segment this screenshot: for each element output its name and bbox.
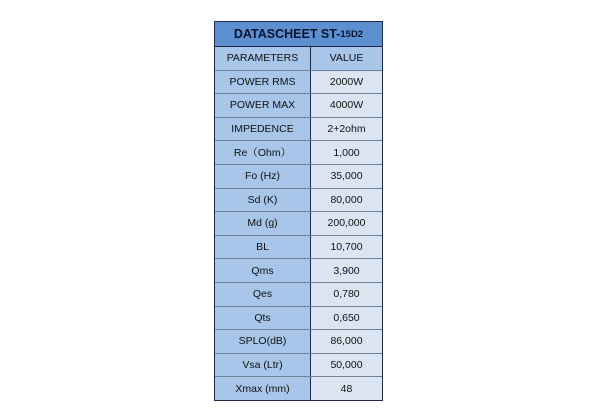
param-cell: BL: [215, 235, 311, 259]
value-cell: 200,000: [311, 212, 383, 236]
param-cell: Md (g): [215, 212, 311, 236]
param-cell: Re（Ohm）: [215, 141, 311, 165]
param-cell: Qes: [215, 282, 311, 306]
header-parameters: PARAMETERS: [215, 47, 311, 70]
header-value: VALUE: [311, 47, 383, 70]
value-cell: 50,000: [311, 353, 383, 377]
table-header-row: [215, 47, 382, 70]
value-cell: 3,900: [311, 259, 383, 283]
param-cell: POWER RMS: [215, 70, 311, 94]
table-row: [215, 141, 382, 165]
table-row: [215, 94, 382, 118]
datasheet-table: [214, 21, 383, 401]
param-cell: Qms: [215, 259, 311, 283]
datasheet-title: [215, 22, 382, 47]
value-cell: 1,000: [311, 141, 383, 165]
param-cell: Vsa (Ltr): [215, 353, 311, 377]
value-cell: 0,650: [311, 306, 383, 330]
table-row: [215, 188, 382, 212]
table-row: [215, 330, 382, 354]
param-cell: SPLO(dB): [215, 330, 311, 354]
table-row: [215, 117, 382, 141]
value-cell: 48: [311, 377, 383, 400]
parameters-table: [215, 47, 382, 400]
param-cell: Xmax (mm): [215, 377, 311, 400]
title-model-suffix: 15D2: [340, 28, 364, 40]
table-row: [215, 282, 382, 306]
table-row: [215, 306, 382, 330]
table-row: [215, 164, 382, 188]
param-cell: Qts: [215, 306, 311, 330]
table-row: [215, 353, 382, 377]
param-cell: IMPEDENCE: [215, 117, 311, 141]
value-cell: 2+2ohm: [311, 117, 383, 141]
title-main: DATASCHEET ST-: [233, 27, 341, 41]
value-cell: 10,700: [311, 235, 383, 259]
table-row: [215, 70, 382, 94]
value-cell: 4000W: [311, 94, 383, 118]
table-row: [215, 259, 382, 283]
table-row: [215, 235, 382, 259]
value-cell: 0,780: [311, 282, 383, 306]
value-cell: 35,000: [311, 164, 383, 188]
value-cell: 86,000: [311, 330, 383, 354]
param-cell: Fo (Hz): [215, 164, 311, 188]
table-row: [215, 377, 382, 400]
table-row: [215, 212, 382, 236]
param-cell: Sd (K): [215, 188, 311, 212]
param-cell: POWER MAX: [215, 94, 311, 118]
value-cell: 80,000: [311, 188, 383, 212]
value-cell: 2000W: [311, 70, 383, 94]
